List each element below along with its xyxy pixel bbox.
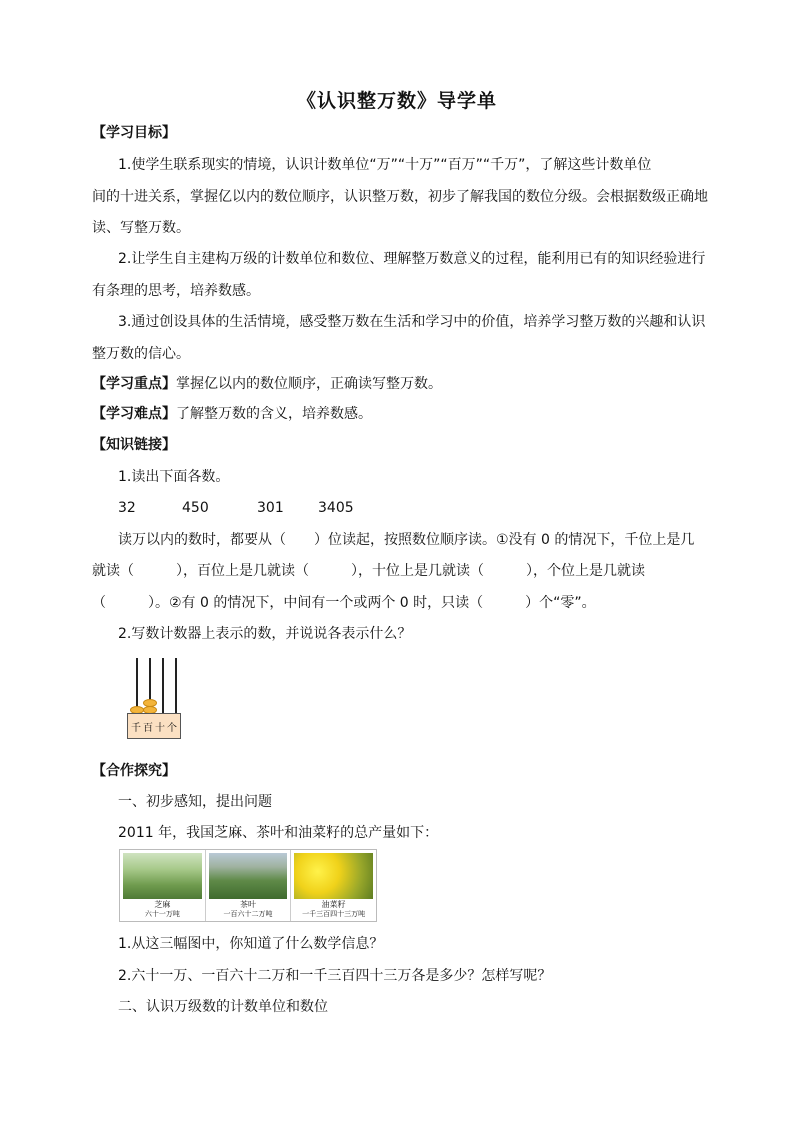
number-item: 3405 xyxy=(318,500,354,516)
tea-field-image xyxy=(209,853,288,899)
abacus-bead xyxy=(143,699,157,707)
abacus-label-tens: 十 xyxy=(155,722,165,734)
link-heading: 【知识链接】 xyxy=(92,437,176,453)
photo-caption-name: 茶叶 xyxy=(240,900,256,909)
photo-caption-name: 油菜籽 xyxy=(321,900,346,909)
explore-heading: 【合作探究】 xyxy=(92,763,176,779)
abacus-label-ones: 个 xyxy=(167,722,177,734)
production-intro: 2011 年，我国芝麻、茶叶和油菜籽的总产量如下： xyxy=(118,825,439,841)
goal-2-line-2: 有条理的思考，培养数感。 xyxy=(92,283,260,299)
difficulty-label: 【学习难点】 xyxy=(92,406,176,422)
explore-question-2: 2.六十一万、一百六十二万和一千三百四十三万各是多少？怎样写呢？ xyxy=(118,968,552,984)
page-title: 《认识整万数》导学单 xyxy=(296,90,497,112)
goals-heading: 【学习目标】 xyxy=(92,125,176,141)
photo-caption-name: 芝麻 xyxy=(154,900,171,909)
photo-caption-amount: 一百六十二万吨 xyxy=(223,910,273,918)
abacus-illustration xyxy=(127,656,183,742)
difficulty xyxy=(92,405,372,423)
key-point-label: 【学习重点】 xyxy=(92,376,176,392)
photo-sesame xyxy=(120,850,206,921)
photo-rapeseed xyxy=(291,850,376,921)
numbers-row xyxy=(118,499,354,517)
number-item: 32 xyxy=(118,500,136,516)
abacus-rod xyxy=(175,658,177,716)
abacus-label-hundreds: 百 xyxy=(143,722,153,734)
number-item: 301 xyxy=(257,500,284,516)
crop-photo-strip xyxy=(119,849,377,922)
goal-3-line-1: 3.通过创设具体的生活情境，感受整万数在生活和学习中的价值，培养学习整万数的兴趣和认识 xyxy=(118,314,706,330)
section-1-title: 一、初步感知，提出问题 xyxy=(118,794,272,810)
reading-rule-line-2: 就读（ ），百位上是几就读（ ），十位上是几就读（ ），个位上是几就读 xyxy=(92,563,645,579)
photo-tea xyxy=(206,850,292,921)
sesame-field-image xyxy=(123,853,202,899)
abacus-rod xyxy=(162,658,164,716)
key-point-text: 掌握亿以内的数位顺序，正确读写整万数。 xyxy=(176,376,442,392)
link-question-1: 1.读出下面各数。 xyxy=(118,469,230,485)
goal-1-line-3: 读、写整万数。 xyxy=(92,220,190,236)
reading-rule-line-3: （ ）。②有 0 的情况下，中间有一个或两个 0 时，只读（ ）个“零”。 xyxy=(92,595,596,611)
key-point xyxy=(92,375,442,393)
goal-1-line-2: 间的十进关系，掌握亿以内的数位顺序，认识整万数，初步了解我国的数位分级。会根据数级正确地 xyxy=(92,189,708,205)
abacus-base xyxy=(127,713,181,739)
link-question-2: 2.写数计数器上表示的数，并说说各表示什么？ xyxy=(118,626,412,642)
photo-caption-amount: 一千三百四十三万吨 xyxy=(302,910,366,918)
reading-rule-line-1: 读万以内的数时，都要从（ ）位读起，按照数位顺序读。①没有 0 的情况下，千位上是几 xyxy=(118,532,695,548)
rapeseed-flower-image xyxy=(294,853,373,899)
difficulty-text: 了解整万数的含义，培养数感。 xyxy=(176,406,372,422)
photo-caption-amount: 六十一万吨 xyxy=(144,910,180,918)
explore-question-1: 1.从这三幅图中，你知道了什么数学信息？ xyxy=(118,936,384,952)
section-2-title: 二、认识万级数的计数单位和数位 xyxy=(118,999,328,1015)
goal-3-line-2: 整万数的信心。 xyxy=(92,346,190,362)
goal-1-line-1: 1.使学生联系现实的情境，认识计数单位“万”“十万”“百万”“千万”，了解这些计数单位 xyxy=(118,157,652,173)
goal-2-line-1: 2.让学生自主建构万级的计数单位和数位、理解整万数意义的过程，能利用已有的知识经验进行 xyxy=(118,251,706,267)
abacus-label-thousands: 千 xyxy=(131,722,141,734)
number-item: 450 xyxy=(182,500,209,516)
